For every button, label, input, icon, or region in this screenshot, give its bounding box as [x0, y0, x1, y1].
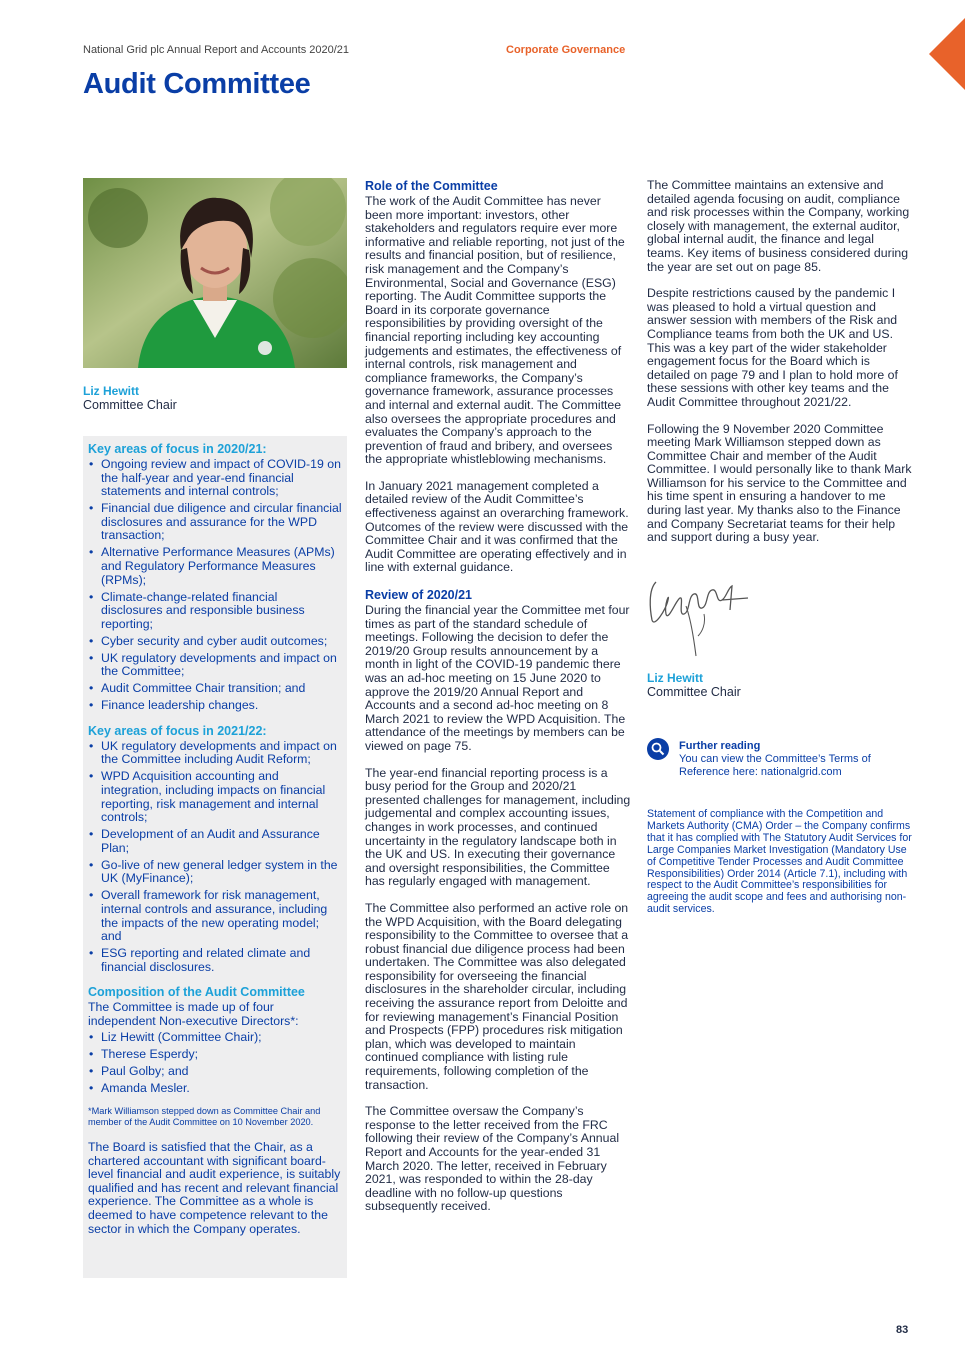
list-item: • Overall framework for risk management, internal controls and assurance, including the impacts of the new operating model; and: [88, 889, 342, 943]
role-paragraph: The work of the Audit Committee has never been more important: investors, other stakeholders and regulators require ever more informative and reliable reporting, not just of the results and financial position, but of resilience, risk management and the Company’s Environmental, Social and Governance (ESG) reporting. The Audit Committee supports the Board in its corporate governance responsibilities by providing oversight of the financial reporting including key accounting judgements and estimates, the effectiveness of internal controls, risk management and compliance frameworks, the Company’s governance framework, assurance processes and internal and external audit. The Committee also oversees the appropriate procedures and evaluates the Company’s approach to the prevention of fraud and bribery, and oversees the appropriate whistleblowing mechanisms.: [365, 194, 625, 467]
focus-2021-list: [88, 458, 342, 713]
search-icon: [647, 738, 669, 760]
list-item: • Therese Esperdy;: [88, 1048, 342, 1062]
right-column: [647, 179, 913, 545]
list-item: • Amanda Mesler.: [88, 1082, 342, 1096]
signature-graphic: [646, 570, 766, 660]
review-heading: Review of 2020/21: [365, 588, 473, 603]
review-paragraph: The Committee oversaw the Company’s response to the letter received from the FRC following their review of the Company’s Annual Report and Accounts for the year-ended 31 March 2020. The letter, received in February 2021, was responded to within the 28-day deadline with no follow-up questions subsequently received.: [365, 1104, 620, 1214]
list-item: • Climate-change-related financial disclosures and responsible business reporting;: [88, 591, 342, 632]
list-item: • UK regulatory developments and impact on the Committee;: [88, 652, 342, 679]
compliance-statement: Statement of compliance with the Competition and Markets Authority (CMA) Order – the Company confirms that it has complied with The Statutory Audit Services for Large Companies Market Investigation (Mandatory Use of Competitive Tender Processes and Audit Committee Responsibilities) Order 2014 (Article 7.1), including with respect to the Audit Committee’s responsibilities for agreeing the audit scope and fees and authorising non-audit services.: [647, 808, 912, 916]
composition-footnote: *Mark Williamson stepped down as Committee Chair and member of the Audit Committee on 10 November 2020.: [88, 1106, 321, 1128]
middle-column: [365, 179, 631, 1214]
report-title: National Grid plc Annual Report and Accounts 2020/21: [83, 44, 350, 56]
list-item: • Go-live of new general ledger system in the UK (MyFinance);: [88, 859, 342, 886]
chair-portrait: [83, 178, 347, 368]
composition-heading: Composition of the Audit Committee: [88, 985, 305, 1000]
list-item: • Financial due diligence and circular financial disclosures and assurance for the WPD transaction;: [88, 502, 342, 543]
focus-2122-list: [88, 740, 342, 974]
signoff-role: Committee Chair: [647, 685, 741, 699]
list-item: • Paul Golby; and: [88, 1065, 342, 1079]
signoff-name: Liz Hewitt: [647, 671, 703, 685]
chair-paragraph: The Committee maintains an extensive and detailed agenda focusing on audit, compliance and risk processes within the Company, working closely with management, the external auditor, global internal audit, the finance and legal teams. Key items of business considered during the year are set out on page 85.: [647, 178, 910, 274]
composition-intro: The Committee is made up of four independent Non-executive Directors*:: [88, 1000, 299, 1028]
list-item: • UK regulatory developments and impact on the Committee including Audit Reform;: [88, 740, 342, 767]
section-label: Corporate Governance: [506, 44, 626, 56]
review-paragraph: The year-end financial reporting process is a busy period for the Group and 2020/21 presented challenges for management, including judgemental and complex accounting issues, changes in work processes, and continued uncertainty in the regulatory landscape both in the UK and US. In executing their governance and oversight responsibilities, the Committee has regularly engaged with management.: [365, 765, 631, 889]
list-item: • WPD Acquisition accounting and integration, including impacts on financial reporting, risk management and internal controls;: [88, 770, 342, 824]
corner-tab-decoration: [929, 18, 965, 90]
further-reading-heading: Further reading: [679, 740, 761, 752]
focus-2021-heading: Key areas of focus in 2020/21:: [88, 442, 267, 456]
list-item: • ESG reporting and related climate and financial disclosures.: [88, 947, 342, 974]
page-number: 83: [896, 1324, 909, 1336]
list-item: • Finance leadership changes.: [88, 699, 342, 713]
review-paragraph: During the financial year the Committee met four times as part of the standard schedule of meetings. Following the decision to defer the 2019/20 Group results announcement by a month in light of the COVID-19 pandemic there was an ad-hoc meeting on 15 June 2020 to approve the 2019/20 Annual Report and Accounts and a second ad-hoc meeting on 8 March 2021 to review the WPD Acquisition. The attendance of the meetings by members can be viewed on page 75.: [365, 603, 630, 753]
left-column: [88, 442, 342, 1236]
list-item: • Development of an Audit and Assurance Plan;: [88, 828, 342, 855]
composition-members: [88, 1031, 342, 1096]
list-item: • Liz Hewitt (Committee Chair);: [88, 1031, 342, 1045]
chair-paragraph: Despite restrictions caused by the pandemic I was pleased to hold a virtual question and answer session with members of the Risk and Compliance teams from both the UK and US. This was a key part of the wider stakeholder engagement focus for the Board which is detailed on page 79 and I plan to hold more of these sessions with other key teams and the Audit Committee throughout 2021/22.: [647, 286, 898, 409]
profile-name: Liz Hewitt: [83, 384, 139, 398]
page-title: Audit Committee: [83, 68, 311, 100]
list-item: • Alternative Performance Measures (APMs) and Regulatory Performance Measures (RPMs);: [88, 546, 342, 587]
review-paragraph: The Committee also performed an active role on the WPD Acquisition, with the Board delegating responsibility to the Committee to oversee that a robust financial due diligence process had been undertaken. The Committee was also delegated responsibility for overseeing the financial disclosures in the shareholder circular, including receiving the assurance report from Deloitte and for reviewing management’s Financial Position and Prospects (FPP) procedures risk mitigation plan, which was developed to maintain continued compliance with listing rule requirements, following completion of the transaction.: [365, 900, 629, 1092]
profile-role: Committee Chair: [83, 398, 177, 412]
role-heading: Role of the Committee: [365, 179, 498, 193]
list-item: • Ongoing review and impact of COVID-19 on the half-year and year-end financial statements and internal controls;: [88, 458, 342, 499]
focus-2122-heading: Key areas of focus in 2021/22:: [88, 723, 267, 738]
list-item: • Audit Committee Chair transition; and: [88, 682, 342, 696]
role-paragraph: In January 2021 management completed a detailed review of the Audit Committee’s effectiveness against an overarching framework. Outcomes of the review were discussed with the Committee Chair and it was confirmed that the Audit Committee are operating effectively and in line with external guidance.: [365, 478, 629, 575]
chair-paragraph: Following the 9 November 2020 Committee meeting Mark Williamson stepped down as Committee Chair and member of the Audit Committee. I would personally like to thank Mark Williamson for his service to the Committee and his time spent in ensuring a handover to me during last year. My thanks also to the Finance and Company Secretariat teams for their help and support during a busy year.: [647, 421, 912, 545]
further-reading-link[interactable]: You can view the Committee’s Terms of Reference here: nationalgrid.com: [679, 753, 871, 778]
board-statement: The Board is satisfied that the Chair, as a chartered accountant with significant board-level financial and audit experience, is suitably qualified and has recent and relevant financial experience. The Committee as a whole is deemed to have competence relevant to the sector in which the Company operates.: [88, 1140, 341, 1236]
list-item: • Cyber security and cyber audit outcomes;: [88, 635, 342, 649]
